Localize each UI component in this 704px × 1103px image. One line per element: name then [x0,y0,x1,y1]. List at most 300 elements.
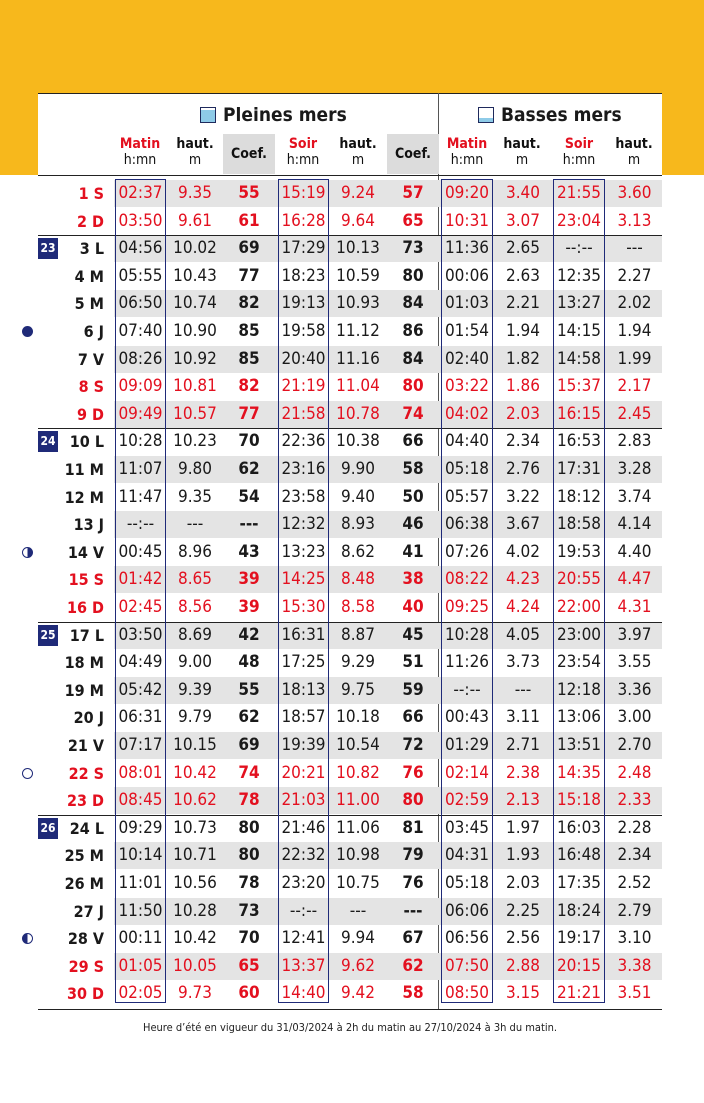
day-label: 28 V [67,929,104,949]
pm-matin-time: 08:01 [118,762,163,783]
pm-matin-coef: 48 [238,652,260,673]
bm-matin-height: 4.24 [505,597,541,617]
pm-soir-coef: 81 [402,817,424,838]
pm-soir-height: 10.38 [336,431,380,452]
header-soir-label: Soir [288,136,318,152]
bm-matin-time: 04:02 [444,403,490,424]
pm-soir-time: 20:40 [281,348,326,369]
pm-matin-coef: --- [239,514,259,535]
bm-matin-height: 2.13 [505,790,541,811]
pm-soir-coef: 76 [402,873,424,893]
bm-matin-time: 03:22 [444,376,490,397]
bm-matin-height: 2.88 [505,955,541,976]
bm-soir-time: 16:53 [556,431,602,452]
pm-matin-height: --- [186,514,204,535]
day-label: 27 J [73,901,104,921]
day-label: 21 V [67,736,104,755]
bm-matin-height: 1.86 [505,376,541,397]
day-label: 7 V [77,349,104,369]
pm-soir-height: 9.40 [340,486,376,507]
bm-matin-height: 2.25 [505,900,541,921]
pm-matin-time: 11:50 [118,900,163,921]
header-haut-label: haut. [176,136,214,152]
pm-soir-height: 10.93 [336,293,380,314]
pm-matin-coef: 82 [238,376,260,397]
pm-matin-height: 10.57 [173,403,217,424]
pm-soir-time: 19:13 [281,293,326,314]
bm-soir-time: 18:12 [556,486,602,507]
bm-matin-height: 2.65 [505,238,541,259]
header-unit: h:mn [286,152,320,168]
header-matin-label: Matin [119,136,161,152]
bm-soir-height: 2.17 [617,376,652,397]
bm-matin-height: 3.11 [505,707,541,728]
day-label: 3 L [79,239,104,259]
day-label: 22 S [68,763,104,783]
pm-soir-coef: 58 [402,983,424,1004]
bm-soir-time: 17:35 [556,873,602,893]
day-label: 29 S [68,956,104,976]
bm-matin-time: 00:43 [444,707,490,728]
pm-soir-time: 19:39 [281,735,326,755]
bm-matin-time: 02:14 [444,762,490,783]
bm-matin-height: 2.03 [505,403,541,424]
pm-soir-time: 15:19 [281,183,326,203]
pm-matin-time: 03:50 [118,210,163,231]
bm-soir-time: 15:18 [556,790,602,811]
pm-soir-coef: 84 [402,348,424,369]
bm-soir-time: 15:37 [556,376,602,397]
day-label: 8 S [78,377,104,397]
bm-matin-height: 1.97 [505,817,541,838]
pm-matin-time: 03:50 [118,624,163,645]
bm-soir-height: --- [626,238,643,259]
pm-soir-time: 18:23 [281,265,326,286]
bm-soir-height: 3.97 [617,624,652,645]
bm-soir-height: 2.79 [617,900,652,921]
bm-soir-height: 3.55 [617,652,652,673]
bm-matin-time: 08:50 [444,983,490,1004]
day-label: 4 M [74,266,104,286]
full-moon-icon [22,768,33,779]
bm-matin-height: 2.63 [505,265,541,286]
bm-matin-height: 2.71 [505,735,541,755]
bm-soir-height: 2.27 [617,265,652,286]
bm-matin-time: 06:38 [444,514,490,535]
pm-soir-height: 10.82 [336,762,380,783]
pm-matin-time: 09:09 [118,376,163,397]
basses-mers-title [478,101,622,129]
pm-matin-coef: 70 [238,431,260,452]
pm-matin-height: 10.56 [173,873,217,893]
pm-matin-coef: 73 [238,900,260,921]
bm-matin-height: 1.82 [505,348,541,369]
pm-soir-height: 10.59 [336,265,380,286]
day-label: 30 D [67,984,104,1004]
pm-matin-coef: 39 [238,569,260,590]
bm-matin-time: 10:28 [444,624,490,645]
pm-soir-coef: 38 [402,569,424,590]
bm-soir-height: 4.47 [617,569,652,590]
pm-matin-height: 10.15 [173,735,217,755]
bottom-rule [38,1009,662,1010]
pm-matin-coef: 80 [238,845,260,866]
pm-matin-time: 02:45 [118,597,163,617]
pm-soir-time: 17:25 [281,652,326,673]
bm-matin-height: 3.07 [505,210,541,231]
header-haut-bm-soir [607,136,661,174]
bm-soir-time: 18:24 [556,900,602,921]
pm-matin-time: 05:55 [118,265,163,286]
pm-soir-coef: 73 [402,238,424,259]
bm-soir-time: 21:21 [556,983,602,1004]
pm-soir-time: 21:03 [281,790,326,811]
pm-soir-time: 23:16 [281,459,326,479]
bm-matin-time: 06:06 [444,900,490,921]
pm-soir-coef: 59 [402,679,424,700]
bm-soir-height: 3.13 [617,210,652,231]
header-soir-bm [552,136,606,174]
week-number-badge: 23 [38,238,58,259]
day-label: 24 L [69,818,104,838]
pm-soir-coef: 86 [402,321,424,341]
header-rule [38,175,662,176]
pm-matin-coef: 82 [238,293,260,314]
day-label: 18 M [64,653,104,673]
header-haut-pm [168,136,222,174]
bm-matin-time: 10:31 [444,210,490,231]
pm-matin-time: 01:05 [118,955,163,976]
top-rule [38,93,662,94]
basses-mers-label: Basses mers [501,104,622,126]
pm-soir-height: 11.12 [336,321,380,341]
bm-matin-height: 1.94 [505,321,541,341]
day-label: 16 D [67,598,104,617]
bm-soir-time: 14:58 [556,348,602,369]
pm-soir-time: --:-- [289,900,318,921]
tide-table [38,93,662,1103]
pm-matin-time: 11:47 [118,486,163,507]
header-haut-bm [495,136,549,174]
pm-matin-time: 06:50 [118,293,163,314]
pm-matin-height: 9.73 [177,983,213,1004]
bm-soir-height: 2.83 [617,431,652,452]
pm-matin-coef: 62 [238,459,260,479]
pm-matin-height: 10.74 [173,293,217,314]
pm-soir-height: --- [349,900,367,921]
bm-matin-height: 3.22 [505,486,541,507]
pm-matin-coef: 62 [238,707,260,728]
pm-matin-time: 02:05 [118,983,163,1004]
pm-matin-time: 10:28 [118,431,163,452]
bm-soir-height: 2.52 [617,873,652,893]
pleines-mers-title [200,101,347,129]
pm-soir-coef: 79 [402,845,424,866]
pm-soir-height: 11.04 [336,376,380,397]
bm-soir-height: 4.14 [617,514,652,535]
pm-matin-height: 9.61 [177,210,213,231]
bm-soir-time: 17:31 [556,459,602,479]
bm-soir-time: --:-- [565,238,593,259]
pm-soir-time: 17:29 [281,238,326,259]
pm-soir-coef: 46 [402,514,424,535]
bm-soir-height: 1.99 [617,348,652,369]
bm-soir-height: 3.10 [617,928,652,949]
bm-matin-time: 01:03 [444,293,490,314]
frame-soir-bm [553,179,605,1003]
bm-soir-time: 13:06 [556,707,602,728]
header-haut-pm-soir [331,136,385,174]
pm-matin-height: 10.02 [173,238,217,259]
bm-matin-height: 3.73 [505,652,541,673]
pm-matin-time: 11:07 [118,459,163,479]
pm-soir-coef: 62 [402,955,424,976]
bm-soir-time: 19:17 [556,928,602,949]
pm-soir-height: 8.58 [340,597,376,617]
bm-soir-time: 16:15 [556,403,602,424]
pm-matin-height: 9.39 [177,679,213,700]
pm-matin-height: 10.71 [173,845,217,866]
day-label: 20 J [73,708,104,728]
pm-matin-coef: 55 [238,183,260,203]
first-quarter-moon-icon [22,547,33,558]
pm-soir-coef: 84 [402,293,424,314]
bm-soir-height: 3.00 [617,707,652,728]
pm-soir-time: 12:32 [281,514,326,535]
bm-soir-time: 13:51 [556,735,602,755]
header-unit: m [627,152,641,168]
pm-soir-time: 15:30 [281,597,326,617]
pm-matin-height: 9.35 [177,486,213,507]
footnote: Heure d’été en vigueur du 31/03/2024 à 2h du matin au 27/10/2024 à 3h du matin. [143,1021,557,1034]
day-label: 10 L [69,432,104,452]
pm-soir-coef: 80 [402,790,424,811]
bm-soir-height: 2.02 [617,293,652,314]
pm-matin-height: 10.90 [173,321,217,341]
pm-matin-height: 9.80 [177,459,213,479]
pm-soir-coef: 76 [402,762,424,783]
pm-soir-coef: 58 [402,459,424,479]
pm-matin-height: 9.00 [177,652,213,673]
pm-matin-time: 04:56 [118,238,163,259]
pm-matin-height: 10.92 [173,348,217,369]
pm-matin-time: 10:14 [118,845,163,866]
bm-matin-time: 08:22 [444,569,490,590]
bm-matin-height: 2.21 [505,293,541,314]
week-number-badge: 25 [38,625,58,646]
pm-soir-time: 14:25 [281,569,326,590]
day-label: 26 M [64,874,104,893]
bm-soir-time: 20:15 [556,955,602,976]
bm-matin-height: 3.15 [505,983,541,1004]
pm-soir-height: 11.00 [336,790,380,811]
pm-matin-time: 00:11 [118,928,163,949]
bm-soir-height: 3.28 [617,459,652,479]
pm-soir-coef: 65 [402,210,424,231]
pm-matin-time: 08:45 [118,790,163,811]
pm-soir-height: 8.93 [340,514,376,535]
bm-soir-height: 1.94 [617,321,652,341]
pm-soir-coef: 45 [402,624,424,645]
bm-soir-time: 13:27 [556,293,602,314]
pm-soir-height: 10.18 [336,707,380,728]
bm-soir-time: 19:53 [556,541,602,562]
pm-matin-time: 09:29 [118,817,163,838]
header-coef-soir: Coef. [387,134,439,174]
pm-soir-time: 21:46 [281,817,326,838]
bm-matin-time: 02:40 [444,348,490,369]
pm-matin-coef: 60 [238,983,260,1004]
pm-soir-time: 22:36 [281,431,326,452]
pm-matin-coef: 69 [238,735,260,755]
pm-soir-coef: --- [403,900,423,921]
bm-matin-time: 01:29 [444,735,490,755]
header-soir-label: Soir [564,136,594,152]
bm-matin-height: 2.03 [505,873,541,893]
new-moon-icon [22,326,33,337]
bm-soir-time: 18:58 [556,514,602,535]
bm-matin-height: --- [514,679,532,700]
pm-matin-time: 05:42 [118,679,163,700]
pm-matin-coef: 39 [238,597,260,617]
pm-soir-time: 18:57 [281,707,326,728]
header-haut-label: haut. [339,136,377,152]
header-unit: m [351,152,365,168]
pm-soir-time: 16:31 [281,624,326,645]
pm-soir-height: 9.42 [340,983,376,1004]
pm-matin-time: 02:37 [118,183,163,203]
day-label: 11 M [64,460,104,479]
pm-soir-coef: 80 [402,376,424,397]
bm-soir-time: 16:48 [556,845,602,866]
bm-soir-time: 22:00 [556,597,602,617]
pm-matin-coef: 74 [238,762,260,783]
header-matin-pm [113,136,167,174]
pm-soir-time: 21:58 [281,403,326,424]
bm-matin-time: 11:36 [444,238,490,259]
pm-soir-height: 8.62 [340,541,376,562]
pm-soir-height: 11.06 [336,817,380,838]
pm-soir-time: 20:21 [281,762,326,783]
pm-matin-time: 07:17 [118,735,163,755]
day-label: 15 S [68,570,104,590]
low-tide-icon [478,107,494,123]
pm-soir-height: 9.62 [340,955,376,976]
pm-soir-coef: 50 [402,486,424,507]
day-label: 12 M [64,487,104,507]
pm-matin-coef: 70 [238,928,260,949]
bm-soir-height: 4.40 [617,541,652,562]
pm-soir-height: 10.98 [336,845,380,866]
header-haut-label: haut. [615,136,653,152]
bm-soir-height: 2.48 [617,762,652,783]
pm-soir-time: 23:20 [281,873,326,893]
pm-soir-coef: 41 [402,541,424,562]
pm-soir-time: 22:32 [281,845,326,866]
pm-matin-time: 01:42 [118,569,163,590]
bm-soir-height: 4.31 [617,597,652,617]
pm-soir-time: 21:19 [281,376,326,397]
pm-soir-coef: 80 [402,265,424,286]
pm-soir-time: 13:37 [281,955,326,976]
bm-soir-time: 14:35 [556,762,602,783]
pm-soir-height: 10.13 [336,238,380,259]
pm-soir-height: 9.64 [340,210,376,231]
day-label: 1 S [78,184,104,203]
pm-matin-coef: 43 [238,541,260,562]
frame-soir-pm [278,179,329,1003]
bm-matin-time: 00:06 [444,265,490,286]
pm-soir-time: 14:40 [281,983,326,1004]
bm-matin-height: 3.67 [505,514,541,535]
bm-matin-height: 1.93 [505,845,541,866]
bm-matin-time: 01:54 [444,321,490,341]
bm-soir-time: 23:04 [556,210,602,231]
header-unit: h:mn [562,152,596,168]
pm-matin-coef: 55 [238,679,260,700]
bm-soir-height: 3.36 [617,679,652,700]
pm-matin-height: 10.05 [173,955,217,976]
pm-matin-coef: 65 [238,955,260,976]
bm-matin-time: 04:40 [444,431,490,452]
pm-soir-height: 9.75 [340,679,376,700]
bm-matin-time: 07:26 [444,541,490,562]
frame-matin-bm [441,179,493,1003]
pm-soir-height: 8.48 [340,569,376,590]
bm-soir-height: 2.34 [617,845,652,866]
high-tide-icon [200,107,216,123]
pm-matin-height: 9.35 [177,183,213,203]
pm-soir-height: 10.78 [336,403,380,424]
pm-matin-coef: 85 [238,321,260,341]
pm-soir-time: 16:28 [281,210,326,231]
pm-matin-coef: 78 [238,790,260,811]
header-unit: h:mn [450,152,484,168]
bm-soir-time: 12:35 [556,265,602,286]
pm-soir-coef: 67 [402,928,424,949]
day-label: 17 L [69,625,104,645]
pm-matin-height: 10.42 [173,928,217,949]
pm-matin-height: 8.69 [177,624,213,645]
bm-matin-time: 02:59 [444,790,490,811]
pm-soir-height: 11.16 [336,348,380,369]
pm-soir-time: 18:13 [281,679,326,700]
pm-matin-time: 04:49 [118,652,163,673]
bm-soir-height: 2.70 [617,735,652,755]
bm-matin-height: 2.76 [505,459,541,479]
pm-soir-coef: 72 [402,735,424,755]
pm-matin-height: 9.79 [177,707,213,728]
bm-matin-height: 3.40 [505,183,541,203]
pm-soir-height: 9.24 [340,183,376,203]
pm-soir-height: 10.54 [336,735,380,755]
pm-soir-time: 13:23 [281,541,326,562]
last-quarter-moon-icon [22,933,33,944]
header-soir-pm [276,136,330,174]
pm-matin-coef: 77 [238,403,260,424]
pm-soir-coef: 66 [402,431,424,452]
bm-soir-height: 3.38 [617,955,652,976]
day-label: 14 V [67,542,104,562]
week-number-badge: 26 [38,818,58,839]
pm-soir-time: 23:58 [281,486,326,507]
bm-matin-time: 07:50 [444,955,490,976]
pm-matin-height: 8.96 [177,541,213,562]
pm-soir-coef: 40 [402,597,424,617]
bm-matin-time: 11:26 [444,652,490,673]
pm-matin-time: --:-- [126,514,155,535]
week-number-badge: 24 [38,431,58,452]
